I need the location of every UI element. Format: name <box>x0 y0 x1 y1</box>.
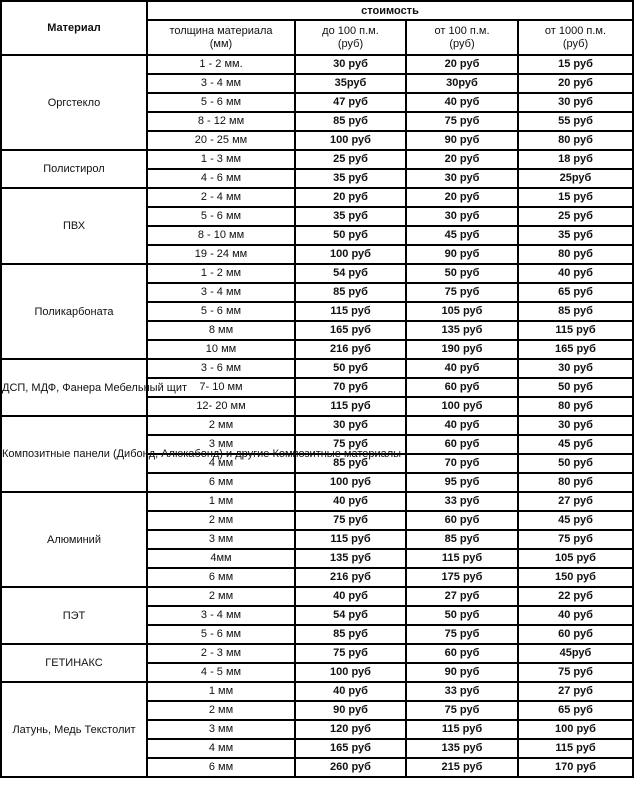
price-from-1000-cell: 80 руб <box>518 397 633 416</box>
price-from-1000-cell: 40 руб <box>518 264 633 283</box>
price-from-1000-cell: 75 руб <box>518 530 633 549</box>
price-under-100-cell: 35 руб <box>295 169 406 188</box>
price-under-100-cell: 115 руб <box>295 530 406 549</box>
price-from-100-cell: 40 руб <box>406 93 518 112</box>
price-from-100-cell: 33 руб <box>406 682 518 701</box>
price-from-1000-cell: 65 руб <box>518 283 633 302</box>
thickness-cell: 8 - 10 мм <box>147 226 295 245</box>
table-row <box>1 644 633 663</box>
table-row <box>1 264 633 283</box>
price-from-1000-cell: 45руб <box>518 644 633 663</box>
header-cost: стоимость <box>147 1 633 20</box>
price-under-100-cell: 75 руб <box>295 435 406 454</box>
price-from-1000-cell: 18 руб <box>518 150 633 169</box>
price-from-100-cell: 70 руб <box>406 454 518 473</box>
thickness-cell: 12- 20 мм <box>147 397 295 416</box>
header-thickness-line2: (мм) <box>209 37 233 50</box>
thickness-cell: 3 - 4 мм <box>147 606 295 625</box>
price-under-100-cell: 85 руб <box>295 625 406 644</box>
thickness-cell: 2 мм <box>147 587 295 606</box>
price-under-100-cell: 35 руб <box>295 207 406 226</box>
price-from-1000-cell: 30 руб <box>518 359 633 378</box>
price-from-100-cell: 175 руб <box>406 568 518 587</box>
price-from-1000-cell: 105 руб <box>518 549 633 568</box>
thickness-cell: 2 - 3 мм <box>147 644 295 663</box>
table-row <box>1 188 633 207</box>
price-from-100-cell: 60 руб <box>406 435 518 454</box>
price-from-100-cell: 135 руб <box>406 739 518 758</box>
header-material: Материал <box>1 1 147 55</box>
price-from-100-cell: 90 руб <box>406 245 518 264</box>
thickness-cell: 2 мм <box>147 511 295 530</box>
thickness-cell: 4 - 5 мм <box>147 663 295 682</box>
price-from-100-cell: 40 руб <box>406 416 518 435</box>
table-header <box>1 1 633 55</box>
price-from-100-cell: 50 руб <box>406 606 518 625</box>
thickness-cell: 1 - 2 мм <box>147 264 295 283</box>
price-from-1000-cell: 25 руб <box>518 207 633 226</box>
price-under-100-cell: 40 руб <box>295 587 406 606</box>
price-from-1000-cell: 170 руб <box>518 758 633 777</box>
price-from-1000-cell: 22 руб <box>518 587 633 606</box>
price-from-100-cell: 60 руб <box>406 511 518 530</box>
price-from-100-cell: 75 руб <box>406 701 518 720</box>
price-from-100-cell: 135 руб <box>406 321 518 340</box>
price-under-100-cell: 47 руб <box>295 93 406 112</box>
thickness-cell: 6 мм <box>147 758 295 777</box>
header-under-100-line2: (руб) <box>337 37 364 50</box>
price-from-1000-cell: 30 руб <box>518 416 633 435</box>
material-name: Латунь, Медь Текстолит <box>1 682 147 777</box>
thickness-cell: 20 - 25 мм <box>147 131 295 150</box>
price-from-100-cell: 45 руб <box>406 226 518 245</box>
price-from-100-cell: 75 руб <box>406 283 518 302</box>
price-from-100-cell: 75 руб <box>406 625 518 644</box>
header-from-100-line2: (руб) <box>449 37 475 50</box>
header-from-100-line1: от 100 п.м. <box>434 24 490 37</box>
price-under-100-cell: 40 руб <box>295 682 406 701</box>
price-from-1000-cell: 27 руб <box>518 492 633 511</box>
price-under-100-cell: 30 руб <box>295 55 406 74</box>
price-from-1000-cell: 50 руб <box>518 454 633 473</box>
thickness-cell: 3 - 6 мм <box>147 359 295 378</box>
price-from-1000-cell: 65 руб <box>518 701 633 720</box>
material-name: Алюминий <box>1 492 147 587</box>
price-under-100-cell: 20 руб <box>295 188 406 207</box>
price-under-100-cell: 216 руб <box>295 340 406 359</box>
thickness-cell: 5 - 6 мм <box>147 625 295 644</box>
price-from-1000-cell: 85 руб <box>518 302 633 321</box>
material-name: Полистирол <box>1 150 147 188</box>
material-name: ДСП, МДФ, Фанера Мебельный щит <box>1 359 147 416</box>
thickness-cell: 8 мм <box>147 321 295 340</box>
price-from-100-cell: 60 руб <box>406 378 518 397</box>
price-from-1000-cell: 80 руб <box>518 473 633 492</box>
price-under-100-cell: 216 руб <box>295 568 406 587</box>
table-row <box>1 416 633 435</box>
thickness-cell: 5 - 6 мм <box>147 93 295 112</box>
thickness-cell: 1 мм <box>147 682 295 701</box>
price-under-100-cell: 100 руб <box>295 131 406 150</box>
price-under-100-cell: 100 руб <box>295 245 406 264</box>
thickness-cell: 5 - 6 мм <box>147 207 295 226</box>
header-thickness <box>147 20 295 55</box>
price-from-1000-cell: 80 руб <box>518 245 633 264</box>
price-from-100-cell: 20 руб <box>406 150 518 169</box>
price-from-100-cell: 105 руб <box>406 302 518 321</box>
price-from-1000-cell: 25руб <box>518 169 633 188</box>
price-from-100-cell: 27 руб <box>406 587 518 606</box>
price-under-100-cell: 100 руб <box>295 473 406 492</box>
price-from-100-cell: 95 руб <box>406 473 518 492</box>
price-from-1000-cell: 35 руб <box>518 226 633 245</box>
thickness-cell: 4 - 6 мм <box>147 169 295 188</box>
price-from-1000-cell: 50 руб <box>518 378 633 397</box>
price-under-100-cell: 90 руб <box>295 701 406 720</box>
price-from-1000-cell: 20 руб <box>518 74 633 93</box>
table-row <box>1 150 633 169</box>
price-under-100-cell: 100 руб <box>295 663 406 682</box>
material-name: ПВХ <box>1 188 147 264</box>
price-from-1000-cell: 115 руб <box>518 739 633 758</box>
price-under-100-cell: 54 руб <box>295 264 406 283</box>
thickness-cell: 1 - 3 мм <box>147 150 295 169</box>
price-under-100-cell: 75 руб <box>295 511 406 530</box>
price-from-1000-cell: 80 руб <box>518 131 633 150</box>
price-from-100-cell: 115 руб <box>406 720 518 739</box>
thickness-cell: 4 мм <box>147 454 295 473</box>
price-from-1000-cell: 165 руб <box>518 340 633 359</box>
price-from-100-cell: 40 руб <box>406 359 518 378</box>
price-from-100-cell: 30руб <box>406 74 518 93</box>
price-under-100-cell: 115 руб <box>295 302 406 321</box>
price-under-100-cell: 50 руб <box>295 226 406 245</box>
header-under-100-line1: до 100 п.м. <box>322 24 379 37</box>
thickness-cell: 6 мм <box>147 473 295 492</box>
price-from-100-cell: 33 руб <box>406 492 518 511</box>
price-under-100-cell: 30 руб <box>295 416 406 435</box>
price-from-100-cell: 190 руб <box>406 340 518 359</box>
price-from-1000-cell: 150 руб <box>518 568 633 587</box>
price-under-100-cell: 25 руб <box>295 150 406 169</box>
price-from-100-cell: 90 руб <box>406 663 518 682</box>
table-row <box>1 492 633 511</box>
price-under-100-cell: 50 руб <box>295 359 406 378</box>
price-from-100-cell: 20 руб <box>406 55 518 74</box>
header-from-100 <box>406 20 518 55</box>
header-from-1000-line1: от 1000 п.м. <box>544 24 607 37</box>
material-name: Поликарбоната <box>1 264 147 359</box>
thickness-cell: 3 мм <box>147 720 295 739</box>
thickness-cell: 8 - 12 мм <box>147 112 295 131</box>
header-thickness-line1: толщина материала <box>169 24 273 37</box>
price-from-100-cell: 20 руб <box>406 188 518 207</box>
price-from-100-cell: 50 руб <box>406 264 518 283</box>
price-under-100-cell: 165 руб <box>295 739 406 758</box>
thickness-cell: 4мм <box>147 549 295 568</box>
thickness-cell: 2 - 4 мм <box>147 188 295 207</box>
price-from-1000-cell: 27 руб <box>518 682 633 701</box>
thickness-cell: 4 мм <box>147 739 295 758</box>
price-under-100-cell: 115 руб <box>295 397 406 416</box>
thickness-cell: 1 - 2 мм. <box>147 55 295 74</box>
price-from-100-cell: 30 руб <box>406 169 518 188</box>
thickness-cell: 19 - 24 мм <box>147 245 295 264</box>
price-from-1000-cell: 60 руб <box>518 625 633 644</box>
price-from-100-cell: 215 руб <box>406 758 518 777</box>
thickness-cell: 6 мм <box>147 568 295 587</box>
price-under-100-cell: 85 руб <box>295 454 406 473</box>
price-under-100-cell: 135 руб <box>295 549 406 568</box>
thickness-cell: 2 мм <box>147 416 295 435</box>
price-under-100-cell: 35руб <box>295 74 406 93</box>
material-name: Оргстекло <box>1 55 147 150</box>
price-from-1000-cell: 115 руб <box>518 321 633 340</box>
price-from-1000-cell: 45 руб <box>518 435 633 454</box>
thickness-cell: 10 мм <box>147 340 295 359</box>
thickness-cell: 3 - 4 мм <box>147 74 295 93</box>
price-under-100-cell: 85 руб <box>295 112 406 131</box>
price-under-100-cell: 54 руб <box>295 606 406 625</box>
table-body <box>1 55 633 777</box>
material-name: ПЭТ <box>1 587 147 644</box>
price-from-100-cell: 85 руб <box>406 530 518 549</box>
thickness-cell: 3 - 4 мм <box>147 283 295 302</box>
table-row <box>1 55 633 74</box>
thickness-cell: 2 мм <box>147 701 295 720</box>
thickness-cell: 3 мм <box>147 530 295 549</box>
thickness-cell: 3 мм <box>147 435 295 454</box>
header-from-1000 <box>518 20 633 55</box>
price-from-1000-cell: 15 руб <box>518 55 633 74</box>
price-under-100-cell: 165 руб <box>295 321 406 340</box>
price-under-100-cell: 85 руб <box>295 283 406 302</box>
price-from-1000-cell: 45 руб <box>518 511 633 530</box>
price-from-1000-cell: 55 руб <box>518 112 633 131</box>
thickness-cell: 7- 10 мм <box>147 378 295 397</box>
price-from-1000-cell: 100 руб <box>518 720 633 739</box>
table-row <box>1 359 633 378</box>
header-under-100 <box>295 20 406 55</box>
price-from-1000-cell: 15 руб <box>518 188 633 207</box>
thickness-cell: 1 мм <box>147 492 295 511</box>
price-under-100-cell: 70 руб <box>295 378 406 397</box>
header-from-1000-line2: (руб) <box>562 37 589 50</box>
price-from-100-cell: 75 руб <box>406 112 518 131</box>
price-under-100-cell: 75 руб <box>295 644 406 663</box>
price-from-1000-cell: 30 руб <box>518 93 633 112</box>
price-from-100-cell: 115 руб <box>406 549 518 568</box>
price-under-100-cell: 120 руб <box>295 720 406 739</box>
price-under-100-cell: 40 руб <box>295 492 406 511</box>
table-row <box>1 682 633 701</box>
price-from-100-cell: 30 руб <box>406 207 518 226</box>
material-name: ГЕТИНАКС <box>1 644 147 682</box>
price-from-100-cell: 60 руб <box>406 644 518 663</box>
price-from-1000-cell: 40 руб <box>518 606 633 625</box>
table-row <box>1 587 633 606</box>
price-from-1000-cell: 75 руб <box>518 663 633 682</box>
price-under-100-cell: 260 руб <box>295 758 406 777</box>
price-from-100-cell: 100 руб <box>406 397 518 416</box>
material-name: Композитные панели (Дибонд, Алюкабонд) и другие Композитные материалы <box>1 416 147 492</box>
price-from-100-cell: 90 руб <box>406 131 518 150</box>
thickness-cell: 5 - 6 мм <box>147 302 295 321</box>
